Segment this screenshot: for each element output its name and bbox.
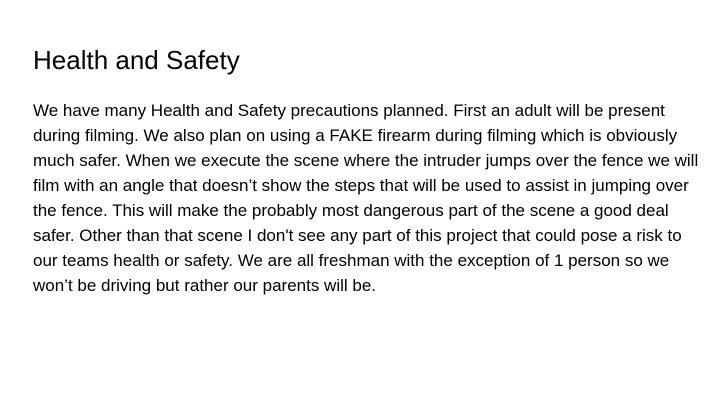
- slide-title: Health and Safety: [33, 45, 240, 75]
- slide-body-text: We have many Health and Safety precautions planned. First an adult will be present during filming. We also plan on using a FAKE firearm during filming which is obviously much safer. When we execute the scene where the intruder jumps over the fence we will film with an angle that doesn’t show the steps that will be used to assist in jumping over the fence. This will make the probably most dangerous part of the scene a good deal safer. Other than that scene I don't see any part of this project that could pose a risk to our teams health or safety. We are all freshman with the exception of 1 person so we won’t be driving but rather our parents will be.: [33, 101, 699, 295]
